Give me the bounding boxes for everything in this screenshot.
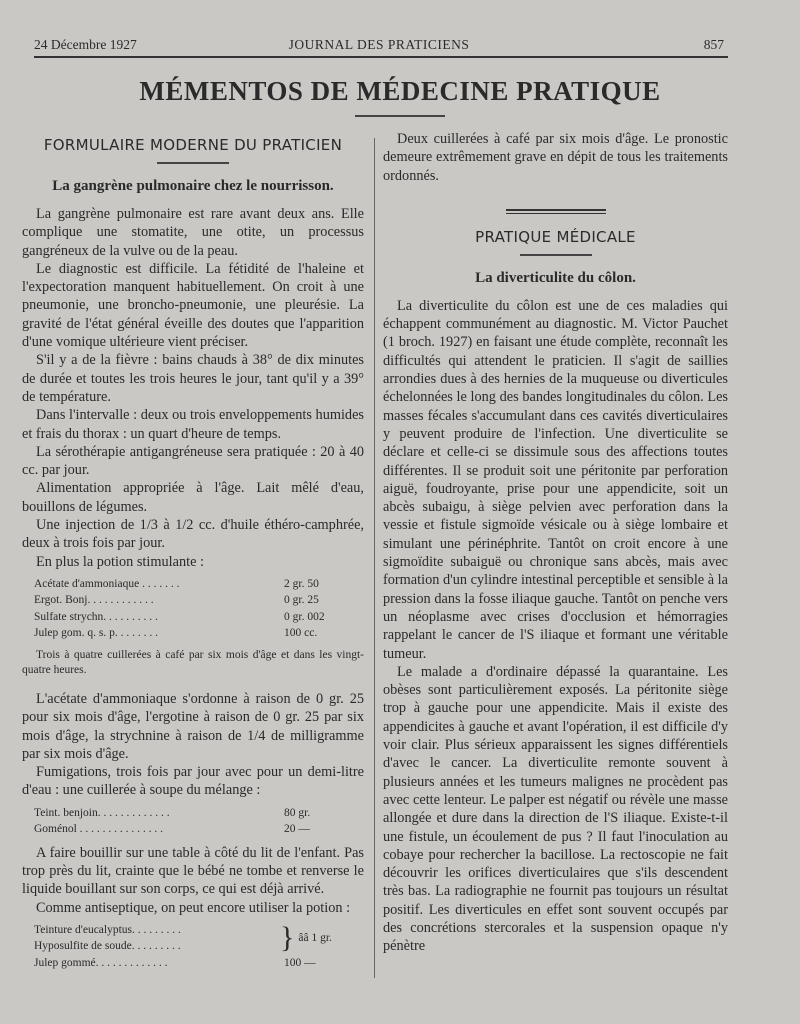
paragraph: La gangrène pulmonaire est rare avant deux ans. Elle complique une stomatite, une otite, un processus gangréneux de la vulve ou de la peau. <box>22 206 364 259</box>
section-separator <box>506 209 606 214</box>
drug-dose: ââ 1 gr. <box>298 932 332 945</box>
dosage-note: Trois à quatre cuillerées à café par six mois d'âge et dans les vingt-quatre heures. <box>22 648 364 676</box>
drug-name: Sulfate strychn. . . . . . . . . . <box>34 610 158 623</box>
column-divider <box>374 138 375 978</box>
braced-lines <box>34 922 364 955</box>
paragraph: Alimentation appropriée à l'âge. Lait mêlé d'eau, bouillons de légumes. <box>22 480 364 515</box>
section-rule <box>520 254 592 256</box>
prescription-line <box>34 805 364 822</box>
prescription-line <box>34 955 364 972</box>
drug-name: Teinture d'eucalyptus. . . . . . . . . <box>34 923 181 936</box>
article-title-gangrene: La gangrène pulmonaire chez le nourrisson. <box>52 178 334 194</box>
right-column <box>383 130 728 956</box>
section-heading-formulaire: FORMULAIRE MODERNE DU PRATICIEN <box>43 136 343 154</box>
paragraph: La diverticulite du côlon est une de ces maladies qui échappent communément au diagnostic. M. Victor Pauchet (1 broch. 1927) en faisant une étude complète, reconnaît les difficultés qui attendent le praticien. Il s'agit de saillies arrondies dues à des hernies de la muqueuse ou diverticules échelonnées le long des bandes longitudinales du côlon. Les masses fécales s'accumulant dans ces cavités diverticulaires y peuvent produire de l'infection. Une diverticulite se déclare et celle-ci se dissimule sous des affections toutes différentes. Il se produit soit une péritonite par perforation aiguë, foudroyante, prise pour une appendicite, soit un abcès subaigu, à siège pelvien avec perforation dans la vessie et fistule sigmoïde vésicale ou à siège lombaire et simulant une périnéphrite. Tantôt on croit encore à une sigmoïdite subaiguë ou chronique sans abcès, mais avec formation d'un cylindre intestinal perceptible et sensible à la pression dans la fosse iliaque gauche. Tantôt on penche vers un néoplasme avec crises d'occlusion et hémorragies rappelant le cancer de l'S iliaque et formant une véritable tumeur. <box>383 297 728 662</box>
drug-name: Goménol . . . . . . . . . . . . . . . <box>34 823 164 836</box>
drug-name: Ergot. Bonj. . . . . . . . . . . . <box>34 594 154 607</box>
paragraph: En plus la potion stimulante : <box>36 553 204 570</box>
paragraph: L'acétate d'ammoniaque s'ordonne à raison de 0 gr. 25 pour six mois d'âge, l'ergotine à raison de 0 gr. 25 par six mois d'âge, la strychnine à raison de 1/4 de milligramme par six mois d'âge. <box>22 690 364 762</box>
paragraph: Fumigations, trois fois par jour avec pour un demi-litre d'eau : une cuillerée à soupe du mélange : <box>22 764 364 799</box>
paragraph: Une injection de 1/3 à 1/2 cc. d'huile éthéro-camphrée, deux à trois fois par jour. <box>22 517 364 552</box>
prescription-antiseptique <box>22 922 364 972</box>
paragraph: S'il y a de la fièvre : bains chauds à 38° de dix minutes de durée et toutes les trois heures le jour, tant qu'il y a 39° de température. <box>22 352 364 405</box>
prescription-line <box>34 625 364 642</box>
paragraph: Dans l'intervalle : deux ou trois enveloppements humides et frais du thorax : un quart d'heure de temps. <box>22 407 364 442</box>
drug-name: Acétate d'ammoniaque . . . . . . . <box>34 577 180 590</box>
header-date: 24 Décembre 1927 <box>34 37 137 52</box>
drug-name: Hyposulfite de soude. . . . . . . . . <box>34 940 181 953</box>
drug-dose: 0 gr. 25 <box>284 594 319 607</box>
paragraph: Comme antiseptique, on peut encore utiliser la potion : <box>36 899 351 916</box>
brace-symbol: } <box>280 921 295 955</box>
drug-name: Julep gommé. . . . . . . . . . . . . <box>34 956 168 969</box>
drug-dose: 100 — <box>284 956 316 969</box>
prescription-potion-stimulante <box>22 576 364 642</box>
left-column <box>22 130 364 977</box>
paragraph: Deux cuillerées à café par six mois d'âge. Le pronostic demeure extrêmement grave en dépit de tous les traitements ordonnés. <box>383 131 728 184</box>
prescription-line <box>34 592 364 609</box>
journal-name: JOURNAL DES PRATICIENS <box>288 37 470 52</box>
drug-dose: 20 — <box>284 823 310 836</box>
drug-name: Teint. benjoin. . . . . . . . . . . . . <box>34 806 170 819</box>
drug-dose: 100 cc. <box>284 627 318 640</box>
article-title-diverticulite: La diverticulite du côlon. <box>475 269 636 286</box>
page-title: MÉMENTOS DE MÉDECINE PRATIQUE <box>139 76 661 106</box>
prescription-line <box>34 609 364 626</box>
paragraph: Le malade a d'ordinaire dépassé la quarantaine. Les obèses sont particulièrement exposés. La péritonite siège trop à gauche pour une appendicite. Mais il existe des appendicites à gauche et avant l'opération, il est difficile d'y voir clair. Plus sérieux apparaissent les signes différentiels d'avec le cancer. La diverticulite remonte souvent à plusieurs années et les tumeurs malignes ne procèdent pas avec cette lenteur. Le palper est négatif ou révèle une masse allongée et dure dans la direction de l'S iliaque. Existe-t-il une fistule, un écoulement de pus ? Il faut l'inoculation au cobaye pour rechercher la bacillose. La rectoscopie ne fait découvrir les orifices diverticulaires que s'ils descendent très bas. La radiographie ne fournit pas toujours un résultat positif. Les diverticules en effet sont souvent occupés par des concrétions stercorales et la suspension opaque n'y pénètre <box>383 663 728 955</box>
paragraph: A faire bouillir sur une table à côté du lit de l'enfant. Pas trop près du lit, crainte que le bébé ne tombe et renverse le liquide bouillant sur son corps, ce qui est déjà arrivé. <box>22 844 364 898</box>
drug-dose: 2 gr. 50 <box>284 577 319 590</box>
drug-dose: 0 gr. 002 <box>284 610 325 623</box>
section-rule <box>157 162 229 164</box>
title-rule <box>355 115 445 117</box>
header-rule <box>34 56 728 58</box>
running-header <box>34 37 724 53</box>
drug-dose: 80 gr. <box>284 806 311 819</box>
prescription-line <box>34 821 364 838</box>
prescription-fumigation <box>22 805 364 838</box>
drug-name: Julep gom. q. s. p. . . . . . . . <box>34 627 158 640</box>
paragraph: Le diagnostic est difficile. La fétidité de l'haleine et l'expectoration manquent habituellement. On croit à une pneumonie, une broncho-pneumonie, une pleurésie. La gravité de l'état général éveille des doutes que l'apparition d'une vomique ultérieure vient préciser. <box>22 260 364 351</box>
page-number: 857 <box>703 37 724 52</box>
prescription-line <box>34 576 364 593</box>
section-heading-pratique: PRATIQUE MÉDICALE <box>475 227 636 246</box>
paragraph: La sérothérapie antigangréneuse sera pratiquée : 20 à 40 cc. par jour. <box>22 443 364 479</box>
